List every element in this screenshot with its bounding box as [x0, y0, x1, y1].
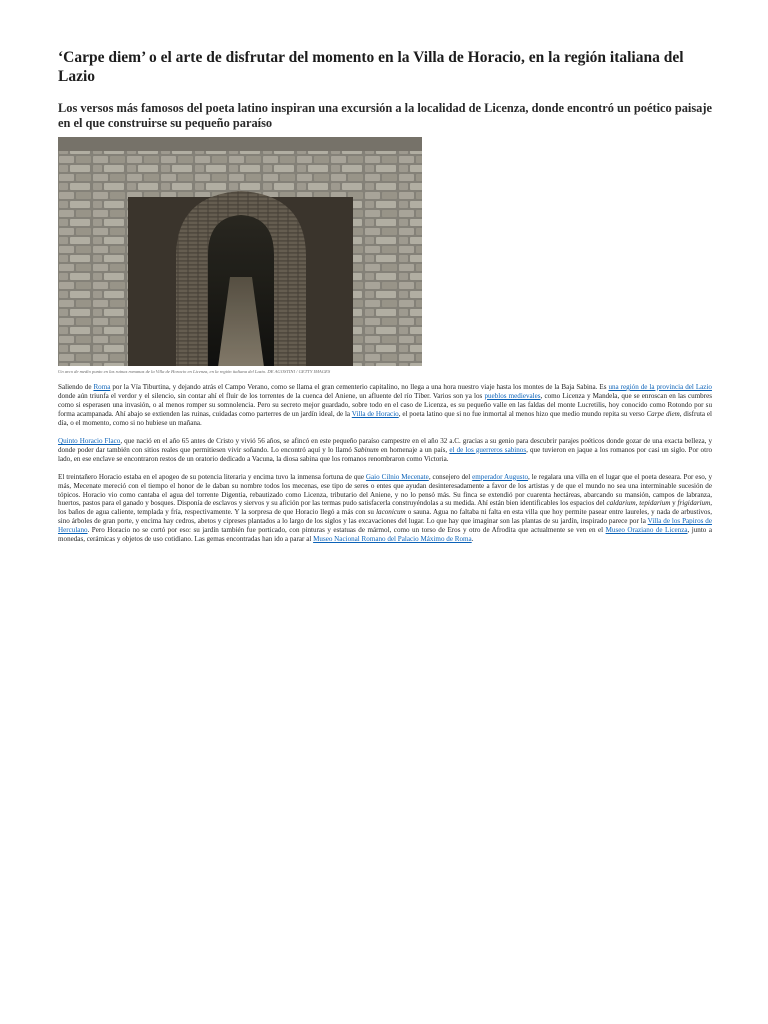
paragraph-text: , junto a monedas, cerámicas y objetos de uso cotidiano. Las gemas encontradas han ido a parar al [58, 526, 712, 544]
italic-text: frigidarium [677, 499, 711, 508]
italic-text: laconicum [376, 508, 406, 517]
inline-link[interactable]: Villa de los Papiros de Herculano [58, 517, 712, 535]
paragraph-text: por la Vía Tiburtina, y dejando atrás el Campo Verano, como se llama el gran cementerio capitalino, no llega a una hora nuestro viaje hasta los montes de la Baja Sabina. Es [110, 383, 609, 391]
paragraph-text: o sauna. Agua no faltaba ni falta en esta villa que hoy permite pasear entre laureles, y nada de arbustivos, sino árboles de gran porte, y encima hay cedros, abetos y cipreses plantados a lo largo de los siglos y las excavaciones del lugar. Lo que hay que imaginar son las plantas de su jardín, inspirado parece por la [58, 508, 712, 526]
article-figure [58, 137, 422, 375]
italic-text: tepidarium [639, 499, 671, 508]
article [58, 48, 712, 553]
paragraph-2 [58, 437, 712, 464]
paragraph-text: , le regalara una villa en el lugar que el poeta deseara. Por eso, y más, Mecenate mereció con el tiempo el honor de le daban su nombre todos los mecenas, ese tipo de seres o entes que ayudan desinteresadamente a favor de los artistas y de que el mundo no sea una interminable sucesión de tópicos. Horacio vio como cantaba el agua del torrente Digentia, rebautizado como Licenza, tributario del Aniene, y no lo pensó más. Su finca se extendió por cuarenta hectáreas, abarcando su mansión, campos de labranza, huertos, pastos para el ganado y bosques. Disponía de esclavos y siervos y su afición por las termas pudo satisfacerla construyéndolas a su medida. Ahí están bien identificables los espacios del [58, 472, 712, 508]
inline-link[interactable]: Roma [93, 383, 111, 391]
article-body [58, 383, 712, 544]
inline-link[interactable]: el de los guerreros sabinos [449, 445, 527, 454]
article-title: ‘Carpe diem’ o el arte de disfrutar del momento en la Villa de Horacio, en la región italiana del Lazio [58, 49, 684, 85]
photo-caption: Un arco de medio punto en las ruinas romanas de la Villa de Horacio en Licenza, en la región italiana del Lazio. DE AGOSTINI / GETTY IMAGES [58, 369, 331, 374]
paragraph-text: , disfruta el día, o el momento, como si no hubiese un mañana. [58, 409, 713, 427]
italic-text: Sabinum [353, 445, 379, 454]
inline-link[interactable]: pueblos medievales [484, 391, 541, 400]
paragraph-text: , el poeta latino que si no fue inmortal al menos hizo que medio mundo repita su verso [398, 409, 647, 418]
paragraph-3 [58, 473, 712, 545]
italic-text: caldarium [606, 499, 636, 508]
paragraph-1 [58, 383, 712, 428]
paragraph-text: . Pero Horacio no se cortó por eso: su jardín también fue porticado, con pinturas y estatuas de mármol, como un torso de Eros y otro de Afrodita que actualmente se ven en el [87, 526, 606, 535]
paragraph-text: , que tuvieron en jaque a los romanos por casi un siglo. Por otro lado, en ese enclave se encontraron restos de un oratorio dedicado a Vacuna, la diosa sabina que los romanos renombraron como Victoria. [58, 445, 712, 463]
paragraph-text: , como Licenza y Mandela, que se enroscan en las cumbres como si esperasen una invasión, o al menos romper su somnolencia. Pero su secreto mejor guardado, sobre todo en el caso de Licenza, es su pequeño valle en las faldas del monte Lucretilis, hoy conocido como Rotondo por su forma acampanada. Ahí abajo se extienden las ruinas, cuidadas como parterres de un jardín ideal, de la [58, 391, 712, 418]
paragraph-text: El treintañero Horacio estaba en el apogeo de su potencia literaria y encima tuvo la inmensa fortuna de que [58, 472, 366, 481]
paragraph-text: donde aún triunfa el verdor y el silencio, sin contar ahí el fluir de los torrentes de la cuenca del Aniene, un afluente del río Tíber. Varios son ya los [58, 391, 485, 400]
paragraph-text: , [635, 499, 640, 508]
inline-link[interactable]: Villa de Horacio [351, 409, 399, 418]
paragraph-text: Saliendo de [58, 383, 94, 391]
paragraph-text: en homenaje a un país, [378, 445, 450, 454]
paragraph-text: y [670, 499, 678, 508]
inline-link[interactable]: emperador Augusto [472, 472, 529, 481]
paragraph-text: , que nació en el año 65 antes de Cristo y vivió 56 años, se afincó en este pequeño paraíso campestre en el año 32 a.C. gracias a su genio para descubrir parajes poéticos donde gozar de una exacta belleza, y donde poder dar también con sitios reales que permitiesen vivir soñando. Lo encontró aquí y lo llamó [58, 436, 713, 454]
paragraph-text: , los baños de agua caliente, templada y fría, respectivamente. Y la sorpresa de que Horacio llegó a más con su [58, 499, 713, 517]
inline-link[interactable]: Quinto Horacio Flaco [58, 436, 121, 445]
inline-link[interactable]: una región de la provincia del Lazio [608, 383, 712, 391]
ruins-arch-photo [58, 137, 422, 366]
paragraph-text: , consejero del [428, 472, 473, 481]
inline-link[interactable]: Gaio Cilnio Mecenate [365, 472, 429, 481]
inline-link[interactable]: Museo Nacional Romano del Palacio Máximo de Roma [313, 535, 472, 544]
inline-link[interactable]: Museo Oraziano de Licenza [605, 526, 688, 535]
italic-text: Carpe diem [646, 409, 680, 418]
paragraph-text: . [471, 535, 474, 544]
article-subtitle: Los versos más famosos del poeta latino inspiran una excursión a la localidad de Licenza, donde encontró un poético paisaje en el que construirse su pequeño paraíso [58, 101, 712, 130]
